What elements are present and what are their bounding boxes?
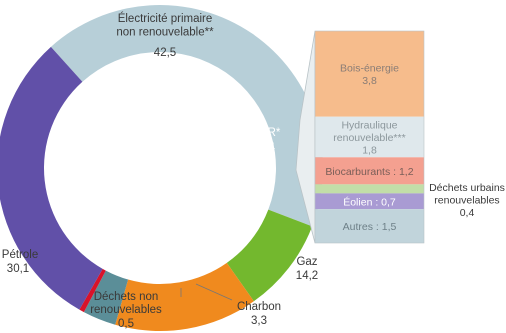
label-charbon <box>237 301 281 313</box>
label-dechets-line: renouvelables <box>90 304 162 316</box>
value-gaz: 14,2 <box>295 270 319 282</box>
value-dechets-urbains: 0,4 <box>459 206 475 219</box>
value-charbon: 3,3 <box>251 315 267 327</box>
bar-segment-3 <box>315 184 424 193</box>
label-dechets <box>90 291 162 316</box>
bar-label-5-line: Autres : 1,5 <box>342 221 397 234</box>
label-charbon-line: Charbon <box>236 301 282 313</box>
label-dechets-urbains <box>429 182 505 207</box>
bar-label-0-line: Bois-énergie <box>340 62 399 75</box>
label-enr-line: EnR* <box>253 127 281 139</box>
label-gaz <box>296 256 317 268</box>
label-dechets-urbains-line: renouvelables <box>434 194 500 207</box>
value-dechets: 0,5 <box>118 318 134 330</box>
value-electricite: 42,5 <box>153 47 177 59</box>
label-electricite-line: non renouvelable** <box>116 26 214 39</box>
bar-label-1 <box>333 120 405 145</box>
bar-label-2-line: Biocarburants : 1,2 <box>325 165 414 178</box>
bar-label-4 <box>343 195 396 208</box>
bar-value-1: 1,8 <box>362 144 377 157</box>
bar-label-5 <box>343 221 397 233</box>
label-petrole-line: Pétrole <box>1 249 39 261</box>
value-petrole: 30,1 <box>6 263 30 275</box>
bar-label-0 <box>340 63 399 75</box>
label-enr <box>254 127 281 139</box>
bar-label-2 <box>325 166 413 178</box>
bar-label-1-line: Hydraulique <box>341 119 398 132</box>
label-electricite-line: Électricité primaire <box>117 13 213 25</box>
label-dechets-line: Déchets non <box>93 291 159 303</box>
bar-label-4-line: Éolien : 0,7 <box>343 196 396 209</box>
bar-label-1-line: renouvelable*** <box>333 132 406 144</box>
value-enr: 9,4 <box>259 142 275 154</box>
label-gaz-line: Gaz <box>296 256 318 268</box>
bar-value-0: 3,8 <box>362 75 377 88</box>
label-petrole <box>2 249 38 261</box>
label-dechets-urbains-line: Déchets urbains <box>429 181 505 194</box>
